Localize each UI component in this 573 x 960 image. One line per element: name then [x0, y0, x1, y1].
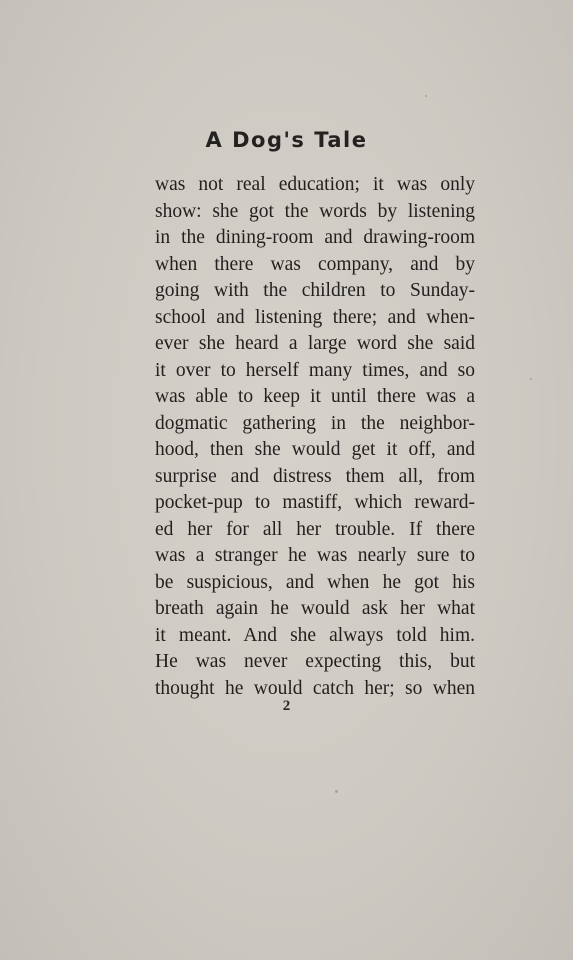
- body-text: [155, 172, 475, 702]
- paper-speck: [530, 378, 532, 380]
- page-number: 2: [282, 698, 291, 714]
- text-line: was able to keep it until there was a: [155, 386, 475, 407]
- paper-speck: [425, 95, 427, 97]
- text-line: it meant. And she always told him.: [155, 624, 475, 646]
- text-line: be suspicious, and when he got his: [155, 571, 475, 593]
- text-line: it over to herself many times, and so: [155, 359, 475, 381]
- text-line: school and listening there; and when-: [155, 306, 475, 328]
- text-line: going with the children to Sunday-: [155, 280, 475, 301]
- text-line: show: she got the words by listening: [155, 200, 475, 222]
- running-head: A Dog's Tale: [205, 128, 368, 152]
- text-line: thought he would catch her; so when: [155, 677, 475, 699]
- text-line: was a stranger he was nearly sure to: [155, 545, 475, 566]
- text-line: He was never expecting this, but: [155, 651, 475, 672]
- text-line: ever she heard a large word she said: [155, 333, 475, 354]
- text-line: breath again he would ask her what: [155, 598, 475, 619]
- text-line: surprise and distress them all, from: [155, 465, 475, 487]
- text-line: when there was company, and by: [155, 253, 475, 275]
- text-line: hood, then she would get it off, and: [155, 439, 475, 460]
- text-line: was not real education; it was only: [155, 174, 475, 195]
- paper-speck: [335, 790, 338, 793]
- text-line: in the dining-room and drawing-room: [155, 227, 475, 248]
- text-line: pocket-pup to mastiff, which reward-: [155, 492, 475, 513]
- text-line: dogmatic gathering in the neighbor-: [155, 412, 475, 434]
- text-line: ed her for all her trouble. If there: [155, 518, 475, 540]
